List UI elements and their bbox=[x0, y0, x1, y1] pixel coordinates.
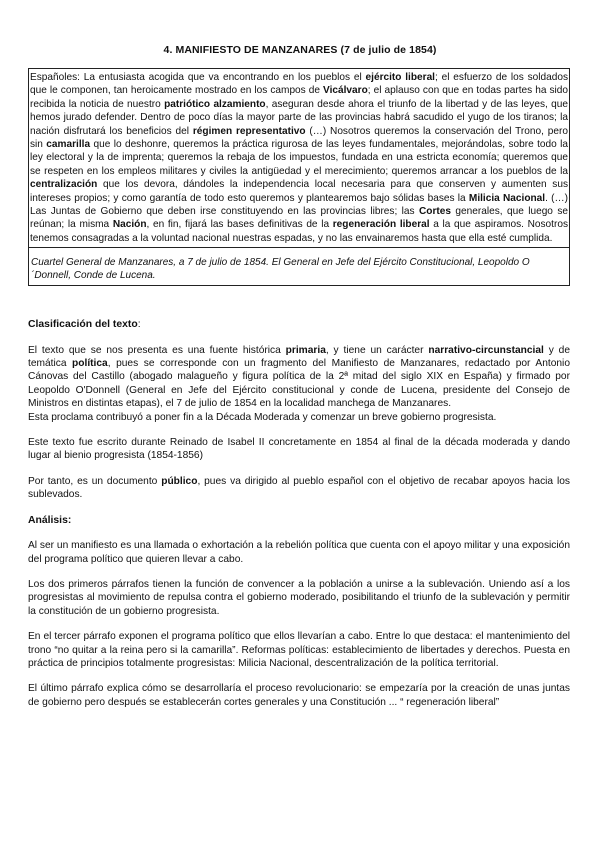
bold-term: Vicálvaro bbox=[323, 85, 368, 97]
text-run: . (…) Las Juntas de Gobierno que deben irse constituyendo en las provincias libres; las bbox=[30, 192, 568, 218]
text-run: , pues se corresponde con un fragmento del Manifiesto de Manzanares, redactado por Antonio Cánovas del Castillo (abogado malagueño y figura política de la 2ª mitad del siglo XIX en España) y firmado por Leopoldo O'Donnell (General en Jefe del Ejército constitucional y conde de Lucena, presidente del Consejo de Ministros en distintas etapas), el 7 de julio de 1854 en la localidad manchega de Manzanares. bbox=[28, 357, 570, 410]
text-run: que lo deshonre, queremos la práctica rigurosa de las leyes fundamentales, mejorándolas, sobre todo la ley electoral y la de imprenta; queremos la rebaja de los impuestos, fundada en una estricta economía; queremos que se respeten en los empleos militares y civiles la antigüedad y el merecimiento; queremos arrancar a los pueblos de la bbox=[30, 139, 568, 177]
commentary-body bbox=[28, 318, 570, 721]
analisis-paragraph-2: Los dos primeros párrafos tienen la función de convencer a la población a unirse a la sublevación. Uniendo así a los progresistas al movimiento de repulsa contra el gobierno moderado, posibilitando el triunfo de la sublevación y permitir la constitución de un gobierno progresista. bbox=[28, 578, 570, 617]
bold-term: ejército liberal bbox=[365, 72, 435, 83]
bold-term: público bbox=[161, 475, 198, 487]
bold-term: Cortes bbox=[419, 206, 451, 218]
text-run: Por tanto, es un documento bbox=[28, 475, 162, 487]
analisis-paragraph-4: El último párrafo explica cómo se desarrollaría el proceso revolucionario: se empezaría por la creación de unas juntas de gobierno pero después se establecerán cortes generales y una Constitución ... “ regeneración liberal” bbox=[28, 683, 570, 708]
text-run: , aseguran desde ahora el triunfo de la libertad y de las leyes, que hemos jurado defender. Dentro de poco días la mayor parte de las provincias habrá sacudido el yugo de los tiranos; la nación disfrutará los beneficios del bbox=[30, 98, 569, 137]
document-title: 4. MANIFIESTO DE MANZANARES (7 de julio de 1854) bbox=[163, 44, 437, 56]
analisis-paragraph-1: Al ser un manifiesto es una llamada o exhortación a la rebelión política que cuenta con el apoyo militar y una exposición del programa político que quieren llevar a cabo. bbox=[28, 540, 570, 565]
analisis-heading: Análisis: bbox=[28, 514, 72, 526]
clasificacion-paragraph-2: Este texto fue escrito durante Reinado de Isabel II concretamente en 1854 al final de la década moderada y dando lugar al bienio progresista (1854-1856) bbox=[28, 436, 570, 462]
manifesto-signature: Cuartel General de Manzanares, a 7 de julio de 1854. El General en Jefe del Ejército Constitucional, Leopoldo O´Donnell, Conde de Lucena. bbox=[31, 257, 530, 282]
bold-term: Nación bbox=[112, 219, 147, 231]
text-run: , pues va dirigido al pueblo español con el objetivo de recabar apoyos hacia los sublevados. bbox=[28, 475, 570, 501]
bold-term: regeneración liberal bbox=[332, 219, 430, 231]
clasificacion-heading-text: Clasificación del texto bbox=[28, 319, 138, 330]
clasificacion-heading-colon: : bbox=[137, 319, 141, 330]
bold-term: primaria bbox=[285, 344, 326, 356]
clasificacion-paragraph-1 bbox=[28, 344, 570, 411]
bold-term: régimen representativo bbox=[192, 125, 306, 137]
text-run: Españoles: La entusiasta acogida que va encontrando en los pueblos el bbox=[30, 72, 366, 83]
clasificacion-heading bbox=[28, 318, 570, 332]
clasificacion-paragraph-1b: Esta proclama contribuyó a poner fin a la Década Moderada y comenzar un breve gobierno progresista. bbox=[28, 411, 497, 423]
bold-term: Milicia Nacional bbox=[468, 192, 546, 204]
bold-term: narrativo-circunstancial bbox=[428, 344, 544, 356]
text-run: ; el aplauso con que en todas partes ha sido recibida la noticia de nuestro bbox=[30, 85, 569, 110]
text-run: que los devora, dándoles la independencia local necesaria para que conserven y aumenten sus intereses propios; y como garantía de todo esto queremos y plantearemos bajo sólidas bases la bbox=[30, 179, 568, 204]
text-run: (…) Nosotros queremos la conservación del Trono, pero sin bbox=[30, 125, 568, 151]
text-run: El texto que se nos presenta es una fuente histórica bbox=[28, 344, 286, 356]
bold-term: camarilla bbox=[46, 139, 91, 151]
analisis-paragraph-3: En el tercer párrafo exponen el programa político que ellos llevarían a cabo. Entre lo que destaca: el mantenimiento del trono “no quitar a la reina pero si la camarilla”. Reformas políticas: establecimiento de libertades y derechos. Puesta en práctica de principios totalmente progresistas: Milicia Nacional, descentralización de la política territorial. bbox=[28, 631, 570, 669]
manifesto-quote-text bbox=[29, 69, 569, 248]
clasificacion-paragraph-3 bbox=[28, 475, 570, 502]
manifesto-quote-box bbox=[28, 68, 570, 286]
text-run: , en fin, fijará las bases definitivas de la bbox=[146, 219, 333, 231]
bold-term: patriótico alzamiento bbox=[164, 98, 266, 110]
text-run: y de temática bbox=[28, 344, 570, 369]
text-run: a la que aspiramos. Nosotros tenemos consagradas a la voluntad nacional nuestras espadas, y no las envainaremos hasta que ella esté cumplida. bbox=[30, 219, 568, 244]
bold-term: centralización bbox=[30, 179, 98, 191]
text-run: ; el esfuerzo de los soldados que le componen, tan heroicamente mostrado en los campos de bbox=[30, 72, 569, 97]
bold-term: política bbox=[72, 357, 108, 369]
text-run: , y tiene un carácter bbox=[325, 344, 429, 356]
text-run: generales, que luego se reúnan; la misma bbox=[30, 206, 568, 231]
